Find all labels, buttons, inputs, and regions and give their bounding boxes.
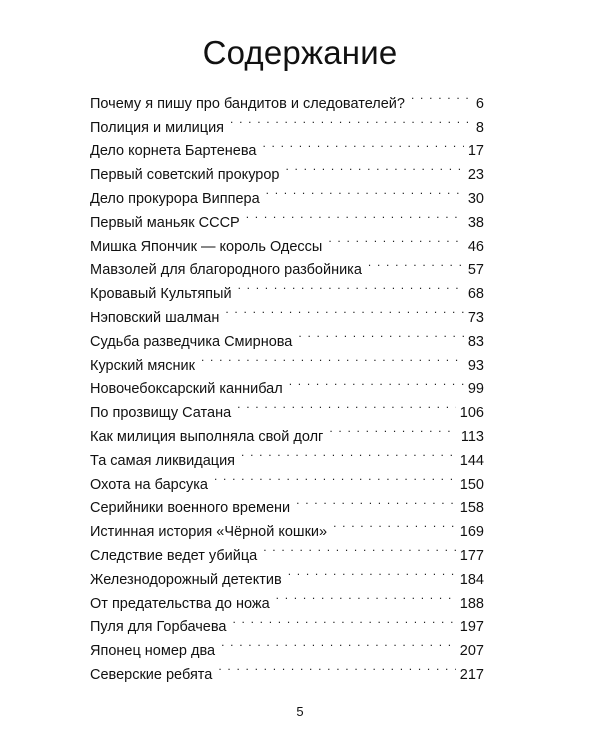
toc-entry-title: Серийники военного времени [90,500,291,517]
toc-entry-page: 99 [467,381,484,398]
page-title: Содержание [202,34,398,71]
dot-leader [266,179,464,203]
dot-leader [328,227,464,251]
dot-leader [232,608,455,632]
toc-entry-page: 113 [460,428,484,445]
toc-entry-title: Железнодорожный детектив [90,571,282,588]
toc-entry-page: 184 [459,571,484,588]
toc-entry-title: Нэповский шалман [90,309,220,326]
toc-entry-title: Японец номер два [90,643,216,660]
toc-entry-page: 144 [459,452,484,469]
dot-leader [246,203,464,227]
toc-entry-page: 17 [467,143,484,160]
toc-entry-page: 169 [459,524,484,541]
toc-entry-page: 197 [459,619,484,636]
dot-leader [285,155,463,179]
dot-leader [296,489,456,513]
toc-entry-page: 38 [467,214,484,231]
dot-leader [333,512,456,536]
toc-entry-title: Мишка Япончик — король Одессы [90,238,323,255]
toc-entry-title: Первый маньяк СССР [90,214,240,231]
toc-entry-page: 46 [467,238,484,255]
toc-entry-page: 8 [475,119,484,136]
toc-entry-title: Как милиция выполняла свой долг [90,428,324,445]
toc-entry-page: 68 [467,286,484,303]
toc-entry-title: От предательства до ножа [90,595,270,612]
dot-leader [225,298,464,322]
toc-entry-title: Новочебоксарский каннибал [90,381,283,398]
toc-entry-page: 207 [459,643,484,660]
toc-entry-title: По прозвищу Сатана [90,405,232,422]
toc-entry-title: Мавзолей для благородного разбойника [90,262,362,279]
toc-entry-page: 150 [459,476,484,493]
dot-leader [288,560,456,584]
toc-entry-page: 93 [467,357,484,374]
dot-leader [230,108,472,132]
toc-entry-page: 106 [459,405,484,422]
toc-entry-title: Дело прокурора Виппера [90,190,260,207]
table-of-contents [90,84,484,683]
toc-entry-page: 217 [459,666,484,683]
page-number: 5 [296,704,304,719]
dot-leader [329,417,457,441]
toc-entry-title: Следствие ведет убийца [90,547,258,564]
toc-entry-page: 73 [467,309,484,326]
toc-entry-page: 188 [459,595,484,612]
toc-entry-title: Полиция и милиция [90,119,225,136]
toc-entry-title: Кровавый Культяпый [90,286,232,303]
dot-leader [237,393,456,417]
dot-leader [411,84,472,108]
toc-entry-page: 57 [467,262,484,279]
toc-entry-title: Первый советский прокурор [90,167,280,184]
toc-entry-page: 30 [467,190,484,207]
dot-leader [368,251,464,275]
toc-entry-page: 83 [467,333,484,350]
dot-leader [201,346,464,370]
dot-leader [298,322,463,346]
toc-entry-page: 23 [467,167,484,184]
toc-entry-title: Дело корнета Бартенева [90,143,257,160]
dot-leader [263,536,456,560]
toc-entry [90,84,484,112]
toc-entry-title: Истинная история «Чёрной кошки» [90,524,328,541]
dot-leader [214,465,456,489]
dot-leader [218,655,455,679]
toc-entry-title: Судьба разведчика Смирнова [90,333,293,350]
toc-entry-title: Почему я пишу про бандитов и следователей? [90,95,405,112]
toc-entry-page: 177 [459,547,484,564]
toc-entry-title: Охота на барсука [90,476,208,493]
dot-leader [276,584,456,608]
dot-leader [238,274,464,298]
toc-entry-title: Курский мясник [90,357,195,374]
toc-entry-page: 6 [475,95,484,112]
dot-leader [262,132,463,156]
toc-entry-title: Та самая ликвидация [90,452,236,469]
toc-entry-title: Пуля для Горбачева [90,619,227,636]
dot-leader [221,631,456,655]
toc-entry-title: Северские ребята [90,666,213,683]
dot-leader [241,441,456,465]
dot-leader [289,370,464,394]
toc-entry-page: 158 [459,500,484,517]
